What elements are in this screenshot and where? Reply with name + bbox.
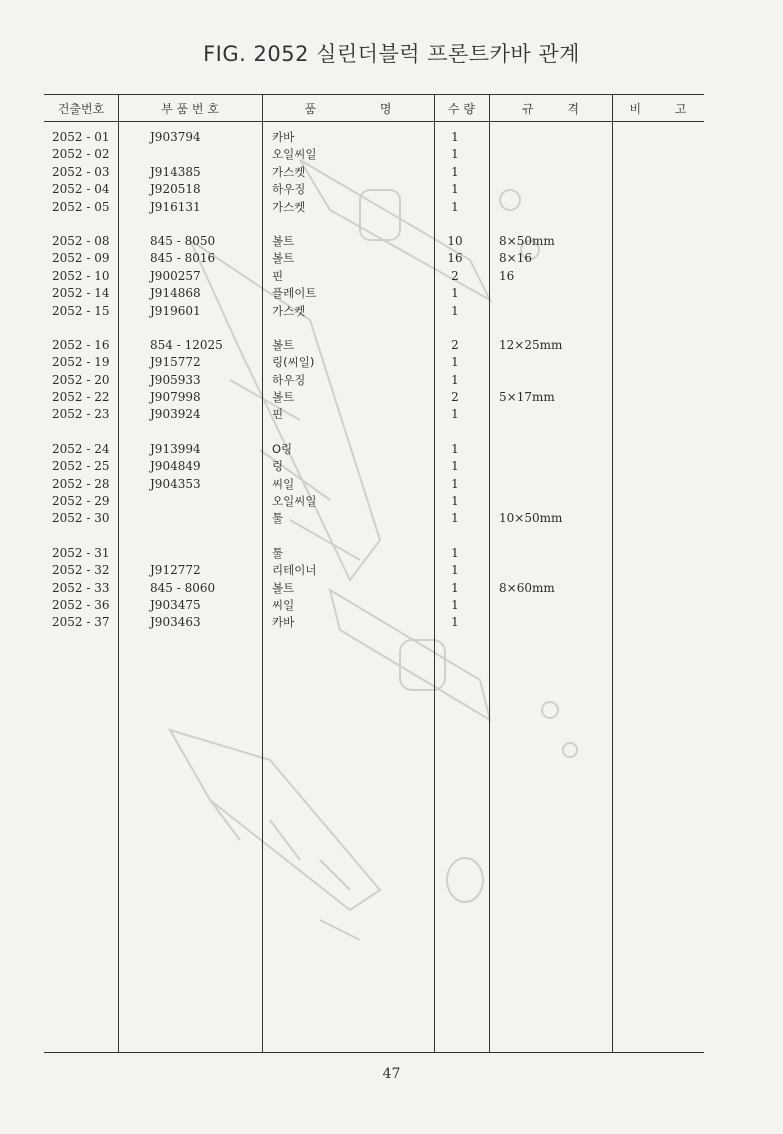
table-row (0, 406, 783, 423)
table-row (0, 614, 783, 631)
table-row (0, 268, 783, 285)
cell-name: 가스켓 (272, 199, 306, 214)
cell-name: 가스켓 (272, 303, 306, 318)
table-row (0, 510, 783, 527)
table-row (0, 372, 783, 389)
cell-part-no: J903463 (150, 615, 201, 630)
cell-part-no: J920518 (150, 182, 201, 197)
row-group (0, 233, 783, 320)
table-row (0, 337, 783, 354)
cell-qty: 1 (451, 407, 459, 422)
table-top-rule (44, 94, 704, 95)
cell-name: 씨일 (272, 476, 295, 491)
page-title: FIG. 2052 실린더블럭 프론트카바 관계 (203, 42, 580, 66)
cell-name: 리테이너 (272, 563, 317, 578)
table-row (0, 233, 783, 250)
cell-spec: 8×50mm (499, 233, 555, 248)
table-row (0, 476, 783, 493)
cell-name: 카바 (272, 130, 295, 144)
cell-part-no: 845 - 8060 (150, 580, 216, 595)
cell-no: 2052 - 19 (52, 355, 110, 370)
table-row (0, 354, 783, 371)
cell-part-no: 845 - 8016 (150, 251, 216, 266)
cell-spec: 12×25mm (499, 337, 563, 352)
cell-name: 플레이트 (272, 286, 317, 301)
table-row (0, 285, 783, 302)
table-row (0, 146, 783, 163)
cell-name: 하우징 (272, 372, 306, 387)
cell-part-no: J904849 (150, 459, 201, 474)
cell-part-no: J913994 (150, 441, 201, 456)
cell-name: 볼트 (272, 251, 295, 266)
cell-no: 2052 - 14 (52, 286, 110, 301)
cell-qty: 10 (447, 233, 463, 248)
header-no: 건출번호 (57, 102, 105, 116)
cell-spec: 5×17mm (499, 390, 555, 405)
cell-no: 2052 - 02 (52, 147, 110, 162)
cell-name: 볼트 (272, 580, 295, 595)
cell-spec: 8×16 (499, 251, 532, 266)
cell-qty: 2 (451, 268, 459, 283)
cell-qty: 2 (451, 337, 459, 352)
cell-qty: 1 (451, 199, 459, 214)
cell-no: 2052 - 32 (52, 563, 110, 578)
table-row (0, 303, 783, 320)
cell-no: 2052 - 23 (52, 407, 110, 422)
cell-qty: 1 (451, 130, 459, 144)
parts-table-body (0, 129, 783, 649)
cell-name: 링 (272, 459, 284, 474)
cell-part-no: J907998 (150, 390, 201, 405)
table-row (0, 389, 783, 406)
cell-part-no: J905933 (150, 372, 201, 387)
cell-name: 카바 (272, 615, 295, 630)
cell-no: 2052 - 24 (52, 441, 110, 456)
cell-no: 2052 - 10 (52, 268, 110, 283)
table-row (0, 441, 783, 458)
cell-qty: 1 (451, 164, 459, 179)
cell-name: 씨일 (272, 597, 295, 612)
cell-no: 2052 - 08 (52, 233, 110, 248)
cell-part-no: J915772 (150, 355, 201, 370)
cell-no: 2052 - 15 (52, 303, 110, 318)
cell-name: 툴 (272, 545, 284, 560)
cell-part-no: J903794 (150, 130, 201, 144)
cell-name: 볼트 (272, 390, 295, 405)
cell-qty: 1 (451, 303, 459, 318)
cell-name: 오일씨일 (272, 147, 317, 162)
cell-no: 2052 - 30 (52, 511, 110, 526)
cell-no: 2052 - 16 (52, 337, 110, 352)
table-bottom-rule (44, 1052, 704, 1053)
cell-part-no: J903475 (150, 597, 201, 612)
cell-part-no: J914868 (150, 286, 201, 301)
cell-no: 2052 - 09 (52, 251, 110, 266)
cell-name: 핀 (272, 268, 284, 283)
cell-name: 가스켓 (272, 164, 306, 179)
cell-qty: 1 (451, 476, 459, 491)
cell-qty: 1 (451, 372, 459, 387)
cell-no: 2052 - 33 (52, 580, 110, 595)
cell-spec: 8×60mm (499, 580, 555, 595)
table-row (0, 181, 783, 198)
cell-qty: 1 (451, 182, 459, 197)
cell-part-no: J912772 (150, 563, 201, 578)
page-number: 47 (382, 1066, 401, 1082)
cell-no: 2052 - 04 (52, 182, 110, 197)
cell-part-no: J904353 (150, 476, 201, 491)
cell-qty: 1 (451, 545, 459, 560)
cell-qty: 1 (451, 147, 459, 162)
table-row (0, 164, 783, 181)
cell-qty: 2 (451, 390, 459, 405)
table-row (0, 250, 783, 267)
cell-part-no: J919601 (150, 303, 201, 318)
cell-name: O링 (272, 441, 293, 456)
cell-name: 링(씨일) (272, 355, 315, 370)
cell-qty: 1 (451, 286, 459, 301)
table-row (0, 597, 783, 614)
cell-part-no: 845 - 8050 (150, 233, 216, 248)
row-group (0, 129, 783, 216)
cell-name: 볼트 (272, 233, 295, 248)
cell-qty: 1 (451, 580, 459, 595)
cell-qty: 1 (451, 355, 459, 370)
cell-name: 볼트 (272, 337, 295, 352)
row-group (0, 337, 783, 424)
row-group (0, 545, 783, 632)
cell-name: 핀 (272, 407, 284, 422)
cell-qty: 1 (451, 441, 459, 456)
table-row (0, 458, 783, 475)
cell-qty: 1 (451, 494, 459, 509)
cell-name: 하우징 (272, 182, 306, 197)
table-row (0, 580, 783, 597)
cell-part-no: J914385 (150, 164, 201, 179)
cell-no: 2052 - 05 (52, 199, 110, 214)
cell-part-no: J903924 (150, 407, 201, 422)
header-spec: 규 격 (522, 102, 579, 116)
cell-qty: 16 (447, 251, 463, 266)
header-part-no: 부 품 번 호 (161, 102, 219, 116)
cell-qty: 1 (451, 459, 459, 474)
cell-qty: 1 (451, 511, 459, 526)
cell-qty: 1 (451, 597, 459, 612)
cell-part-no: 854 - 12025 (150, 337, 223, 352)
header-qty: 수 량 (448, 102, 475, 116)
table-row (0, 493, 783, 510)
table-row (0, 562, 783, 579)
table-row (0, 129, 783, 146)
header-name: 품 명 (304, 102, 392, 116)
cell-spec: 16 (499, 268, 515, 283)
header-remark: 비 고 (629, 102, 687, 116)
cell-qty: 1 (451, 563, 459, 578)
cell-name: 오일씨일 (272, 494, 317, 509)
cell-no: 2052 - 25 (52, 459, 110, 474)
cell-name: 툴 (272, 511, 284, 526)
cell-no: 2052 - 31 (52, 545, 110, 560)
cell-no: 2052 - 03 (52, 164, 110, 179)
cell-no: 2052 - 20 (52, 372, 110, 387)
cell-qty: 1 (451, 615, 459, 630)
cell-no: 2052 - 01 (52, 130, 110, 144)
cell-part-no: J900257 (150, 268, 201, 283)
cell-spec: 10×50mm (499, 511, 563, 526)
table-row (0, 545, 783, 562)
cell-no: 2052 - 36 (52, 597, 110, 612)
cell-no: 2052 - 28 (52, 476, 110, 491)
row-group (0, 441, 783, 528)
cell-part-no: J916131 (150, 199, 201, 214)
table-row (0, 199, 783, 216)
cell-no: 2052 - 22 (52, 390, 110, 405)
cell-no: 2052 - 29 (52, 494, 110, 509)
cell-no: 2052 - 37 (52, 615, 110, 630)
